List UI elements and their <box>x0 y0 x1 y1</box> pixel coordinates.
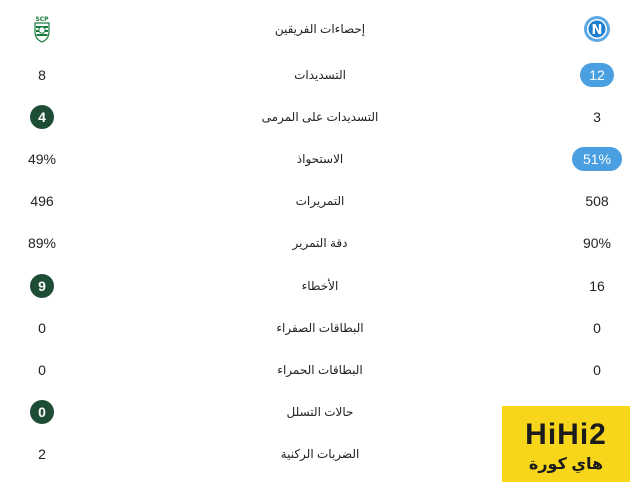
right-value: 508 <box>585 193 609 209</box>
stat-label: الاستحواذ <box>296 152 344 166</box>
stat-row-shots-on-target <box>0 99 640 135</box>
stat-label: البطاقات الحمراء <box>277 363 363 377</box>
left-value-highlight: 0 <box>30 400 54 424</box>
stat-row-possession <box>0 141 640 177</box>
stats-title: إحصاءات الفريقين <box>274 22 366 36</box>
watermark-main-text: HiHi2 <box>525 418 607 451</box>
stat-label: التسديدات على المرمى <box>261 110 379 124</box>
stat-label: دقة التمرير <box>292 236 348 250</box>
left-logo-text: SCP <box>35 16 49 23</box>
stat-row-shots <box>0 57 640 93</box>
stat-label: حالات التسلل <box>286 405 354 419</box>
stat-label: التسديدات <box>294 68 346 82</box>
stat-row-pass-accuracy <box>0 225 640 261</box>
right-value: 3 <box>593 109 601 125</box>
left-team-logo <box>2 11 82 47</box>
left-value: 8 <box>38 67 46 83</box>
left-value: 49% <box>27 151 57 167</box>
stat-row-fouls <box>0 268 640 304</box>
left-value-highlight: 9 <box>30 274 54 298</box>
stat-label: الضربات الركنية <box>280 447 360 461</box>
left-value: 2 <box>38 446 46 462</box>
left-value-highlight: 4 <box>30 105 54 129</box>
ssc-napoli-logo-icon <box>583 15 611 43</box>
sporting-cp-logo-icon <box>28 15 56 43</box>
left-value: 0 <box>38 362 46 378</box>
right-value-highlight: 51% <box>572 147 622 171</box>
stat-row-red-cards <box>0 352 640 388</box>
right-value: 0 <box>593 362 601 378</box>
right-team-logo <box>557 11 637 47</box>
watermark-sub-text: هاي كورة <box>528 456 604 473</box>
stat-label: البطاقات الصفراء <box>276 321 364 335</box>
right-value: 16 <box>589 278 605 294</box>
left-value: 0 <box>38 320 46 336</box>
stats-header-row <box>0 11 640 47</box>
right-value: 90% <box>582 235 612 251</box>
stat-row-passes <box>0 183 640 219</box>
stat-label: التمريرات <box>295 194 345 208</box>
site-watermark-logo <box>502 406 630 482</box>
right-value: 0 <box>593 320 601 336</box>
left-value: 89% <box>27 235 57 251</box>
right-value-highlight: 12 <box>580 63 614 87</box>
stat-label: الأخطاء <box>301 279 339 293</box>
stat-row-yellow-cards <box>0 310 640 346</box>
left-value: 496 <box>30 193 54 209</box>
svg-text:N: N <box>591 23 603 38</box>
